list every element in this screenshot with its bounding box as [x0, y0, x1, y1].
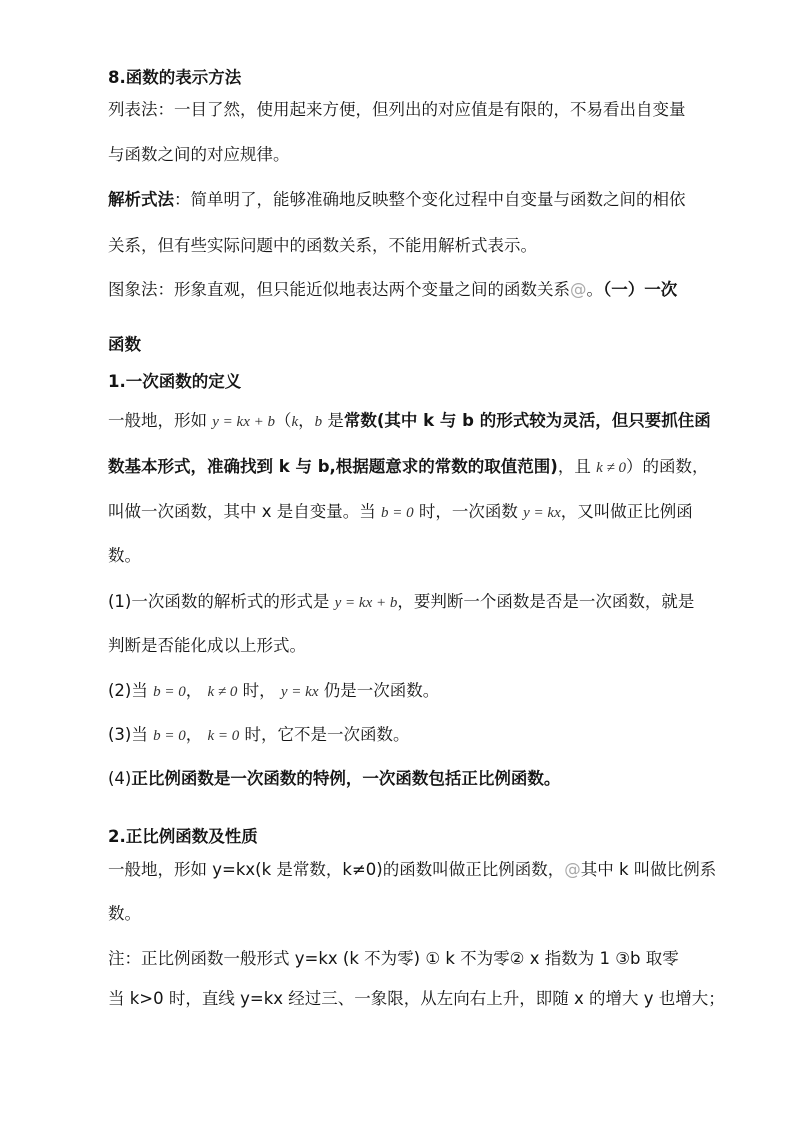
var-k: k: [291, 414, 299, 430]
def-bold-note: 常数(其中 k 与 b 的形式较为灵活，但只要抓住函: [343, 411, 711, 430]
point-4-text: 正比例函数是一次函数的特例，一次函数包括正比例函数。: [131, 769, 561, 788]
point-2-line: [108, 680, 439, 703]
proportional-def-text-b: 其中 k 叫做比例系: [580, 860, 717, 879]
formula-y-kx-b: y = kx + b: [212, 414, 275, 430]
def-paren: （: [274, 411, 292, 430]
def-text: 一般地，形如: [108, 411, 213, 430]
def-bold-note-cont: 数基本形式，准确找到 k 与 b,根据题意求的常数的取值范围): [108, 457, 558, 476]
point-1-line: [108, 591, 694, 614]
formula-method-line: [108, 189, 686, 211]
formula-method-text: ：简单明了，能够准确地反映整个变化过程中自变量与函数之间的相依: [174, 190, 686, 209]
section-2-title: 2.正比例函数及性质: [108, 827, 258, 846]
note-line: 注：正比例函数一般形式 y=kx (k 不为零) ① k 不为零② x 指数为 1 ③b 取零: [108, 949, 679, 968]
point-4-line: [108, 768, 560, 790]
table-method-line-cont: 与函数之间的对应规律。: [108, 145, 290, 164]
definition-line-2: [108, 456, 708, 479]
section-1-title: 1.一次函数的定义: [108, 372, 242, 391]
def-and: ，且: [557, 457, 597, 476]
formula-y-kx: y = kx: [523, 505, 561, 521]
formula-method-line-cont: 关系，但有些实际问题中的函数关系，不能用解析式表示。: [108, 236, 537, 255]
def-linear: 叫做一次函数，其中 x 是自变量。当: [108, 502, 381, 521]
point-2-b0: b = 0: [153, 684, 186, 700]
def-proportional: ，又叫做正比例函: [560, 502, 693, 521]
definition-line-3: [108, 501, 693, 524]
formula-k-ne-0: k ≠ 0: [596, 460, 626, 476]
point-1-line-cont: 判断是否能化成以上形式。: [108, 636, 306, 655]
proportional-def-line-cont: 数。: [108, 904, 141, 923]
proportional-def-line: [108, 859, 716, 881]
watermark-at: @: [570, 280, 587, 299]
proportional-def-text: 一般地，形如 y=kx(k 是常数，k≠0)的函数叫做正比例函数，: [108, 860, 565, 879]
watermark-at-2: @: [564, 860, 581, 879]
def-when: 时，一次函数: [413, 502, 524, 521]
def-function: ）的函数，: [625, 457, 709, 476]
point-1-text: (1)一次函数的解析式的形式是: [108, 592, 335, 611]
graph-method-text: 图象法：形象直观，但只能近似地表达两个变量之间的函数关系: [108, 280, 570, 299]
point-3-end: 时，它不是一次函数。: [239, 725, 410, 744]
property-line: 当 k>0 时，直线 y=kx 经过三、一象限，从左向右上升，即随 x 的增大 y 也增大；: [108, 989, 725, 1008]
point-2-kne0: k ≠ 0: [207, 684, 238, 700]
graph-method-period: 。: [586, 280, 603, 299]
table-method-line: 列表法：一目了然，使用起来方便，但列出的对应值是有限的，不易看出自变量: [108, 100, 686, 119]
point-3-k0: k = 0: [207, 728, 240, 744]
formula-method-label: 解析式法: [108, 190, 174, 209]
definition-line-4: 数。: [108, 546, 141, 565]
point-3-text: (3)当: [108, 725, 154, 744]
point-3-comma: ，: [185, 725, 208, 744]
point-2-when: 时，: [237, 681, 281, 700]
point-4-num: (4): [108, 769, 132, 788]
point-3-b0: b = 0: [153, 728, 186, 744]
point-2-comma: ，: [185, 681, 208, 700]
point-3-line: [108, 724, 410, 747]
point-2-text: (2)当: [108, 681, 154, 700]
def-is: 是: [322, 411, 344, 430]
var-b: b: [314, 414, 323, 430]
part-one-heading-cont: 函数: [108, 335, 141, 354]
point-2-end: 仍是一次函数。: [318, 681, 440, 700]
def-comma: ，: [298, 411, 315, 430]
formula-b-eq-0: b = 0: [381, 505, 414, 521]
part-one-heading: （一）一次: [603, 280, 678, 299]
section-8-title: 8.函数的表示方法: [108, 68, 242, 87]
graph-method-line: [108, 279, 677, 301]
point-1-text-b: ，要判断一个函数是否是一次函数，就是: [397, 592, 695, 611]
definition-line-1: [108, 410, 711, 433]
point-1-formula: y = kx + b: [334, 595, 398, 611]
point-2-ykx: y = kx: [280, 684, 319, 700]
